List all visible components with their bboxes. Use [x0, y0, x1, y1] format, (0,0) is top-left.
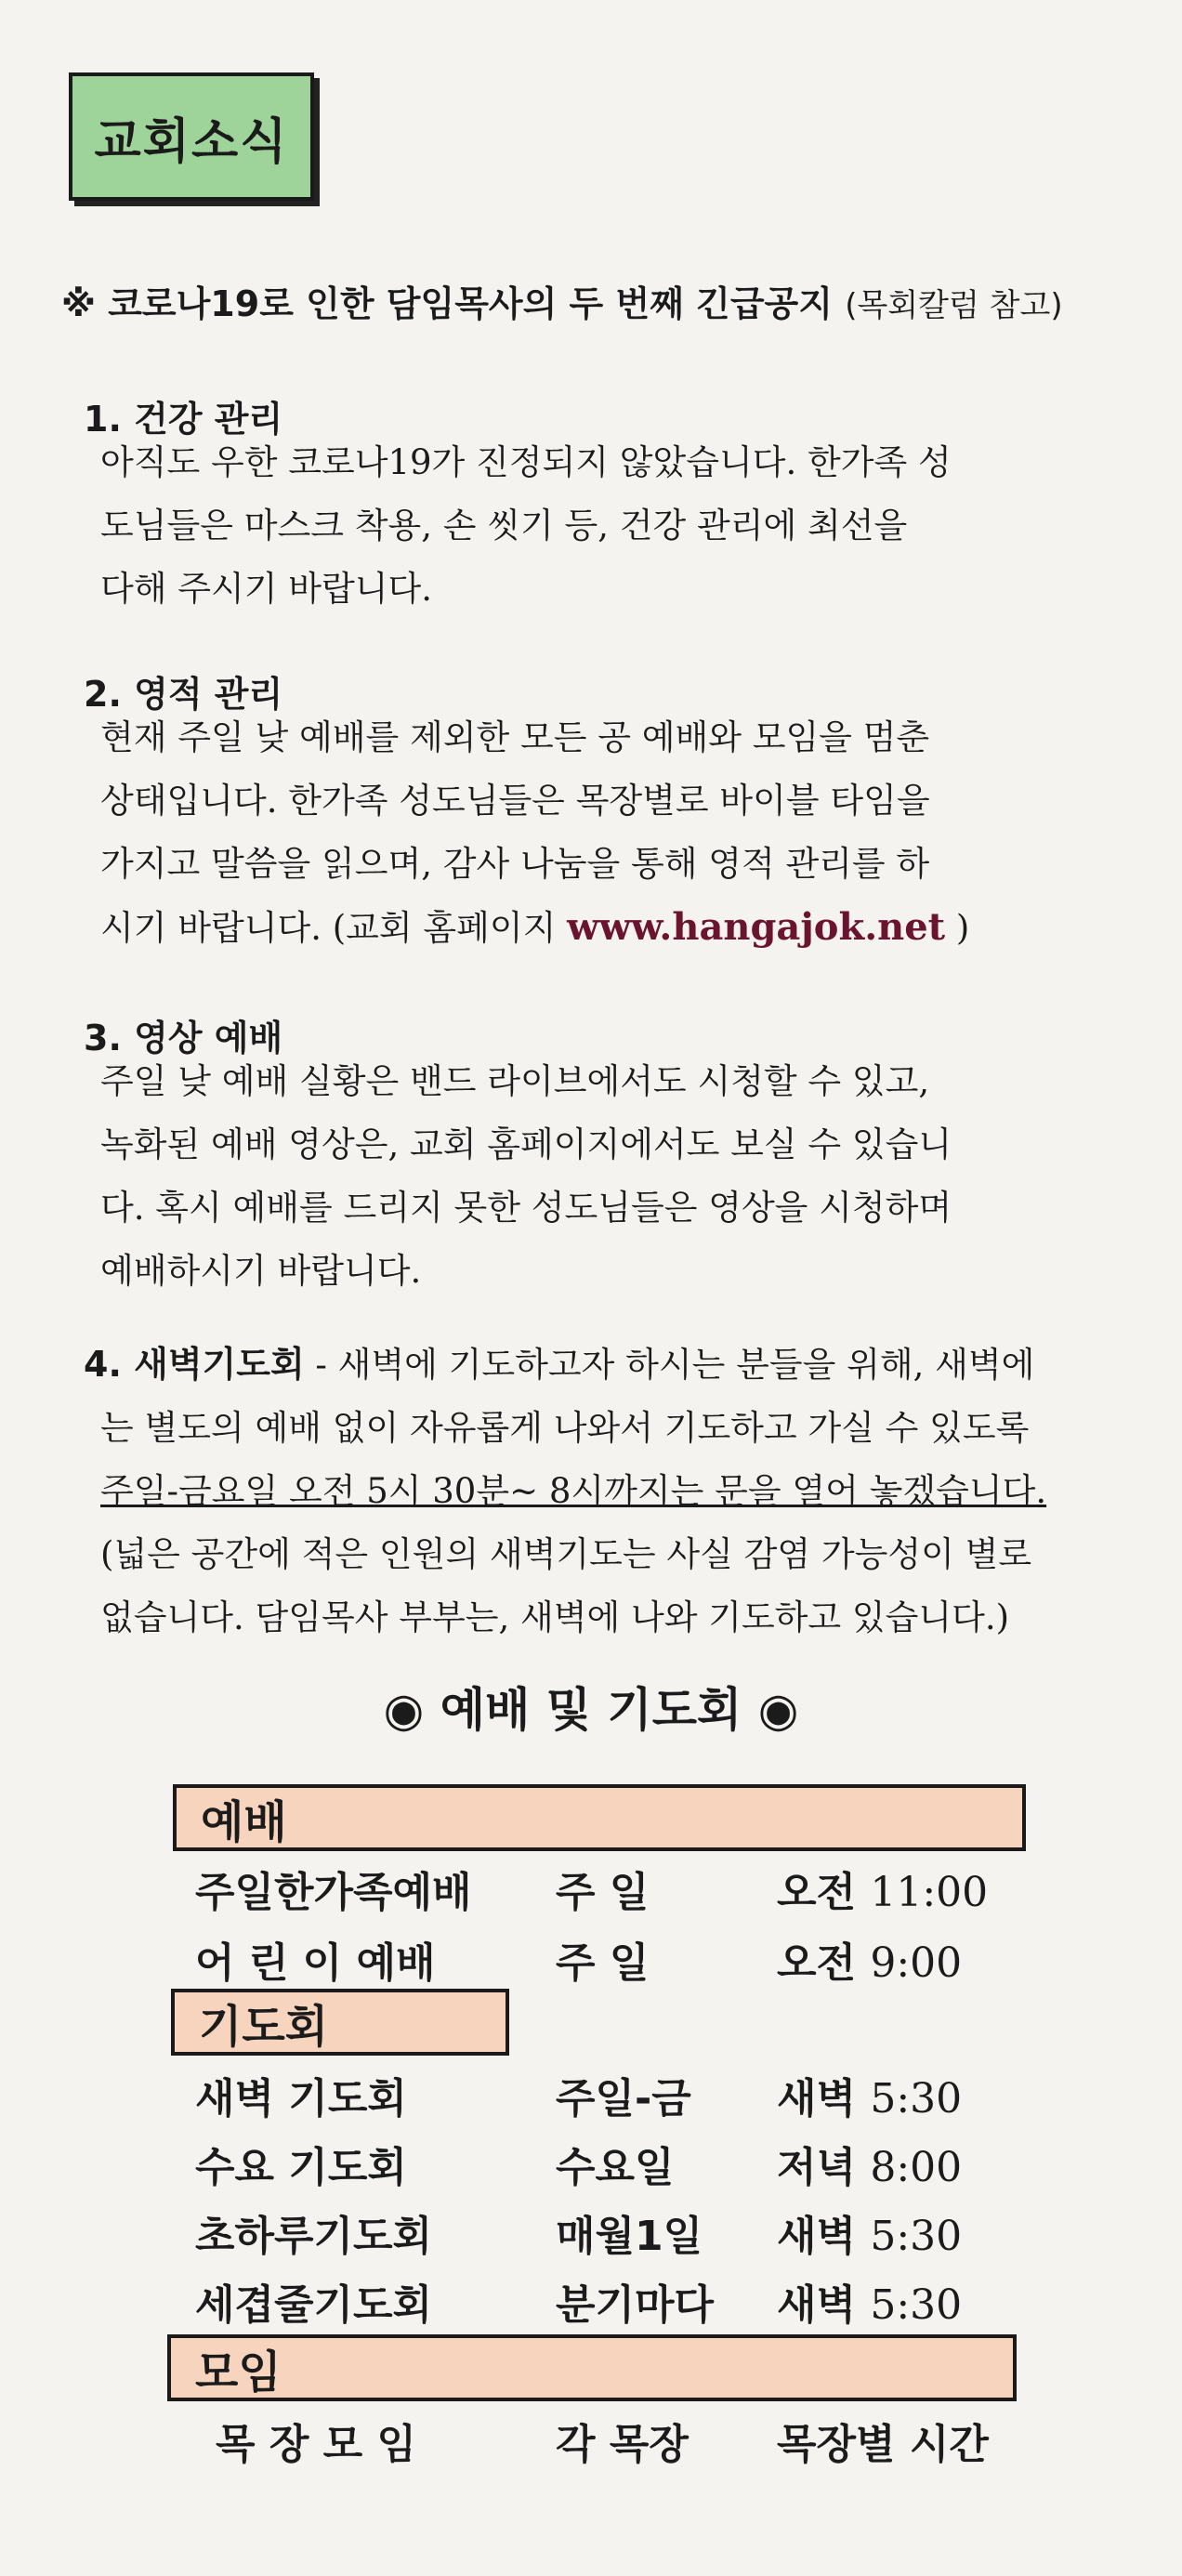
section-3-line: 주일 낮 예배 실황은 밴드 라이브에서도 시청할 수 있고, — [100, 1061, 930, 1101]
schedule-name: 세겹줄기도회 — [195, 2281, 433, 2329]
section-2-last-line: 시기 바랍니다. (교회 홈페이지 — [100, 908, 557, 948]
section-4-heading: 4. 새벽기도회 — [84, 1344, 305, 1385]
schedule-row — [0, 2202, 1182, 2269]
notice-reference: (목회칼럼 참고) — [845, 287, 1063, 324]
urgent-notice-headline — [61, 275, 1139, 326]
schedule-row — [0, 2411, 1182, 2477]
schedule-day: 주 일 — [556, 1939, 650, 1987]
church-news-title: 교회소식 — [69, 72, 314, 201]
category-gathering: 모임 — [167, 2334, 1017, 2401]
schedule-time-word: 새벽 — [777, 2213, 857, 2260]
schedule-time-value: 시간 — [909, 2421, 989, 2468]
schedule-day: 주 일 — [556, 1869, 650, 1916]
category-worship: 예배 — [173, 1784, 1026, 1851]
section-2-line: 상태입니다. 한가족 성도님들은 목장별로 바이블 타임을 — [100, 781, 930, 821]
schedule-time-word: 목장별 — [777, 2421, 896, 2468]
schedule-time — [777, 2065, 962, 2124]
schedule-title: ◉ 예배 및 기도회 ◉ — [383, 1683, 799, 1737]
section-4-line: 는 별도의 예배 없이 자유롭게 나와서 기도하고 가실 수 있도록 — [100, 1408, 1030, 1448]
section-1-line: 도님들은 마스크 착용, 손 씻기 등, 건강 관리에 최선을 — [100, 506, 908, 545]
section-4-heading-tail: - 새벽에 기도하고자 하시는 분들을 위해, 새벽에 — [304, 1345, 1035, 1385]
section-3-body — [100, 1050, 1132, 1303]
schedule-row — [0, 1929, 1182, 1996]
schedule-name: 주일한가족예배 — [195, 1869, 472, 1916]
section-2-line: 현재 주일 낮 예배를 제외한 모든 공 예배와 모임을 멈춘 — [100, 717, 930, 757]
schedule-row — [0, 2271, 1182, 2338]
schedule-time — [777, 1929, 962, 1989]
section-1-line: 아직도 우한 코로나19가 진정되지 않았습니다. 한가족 성 — [100, 442, 952, 482]
section-4-line — [84, 1333, 1132, 1397]
schedule-time-word: 새벽 — [777, 2075, 857, 2123]
schedule-day: 주일-금 — [556, 2075, 691, 2123]
schedule-row — [0, 2065, 1182, 2132]
schedule-time — [777, 2134, 962, 2193]
schedule-time — [777, 1859, 988, 1918]
schedule-time — [777, 2202, 962, 2262]
section-3-line: 다. 혹시 예배를 드리지 못한 성도님들은 영상을 시청하며 — [100, 1188, 952, 1228]
schedule-time-word: 오전 — [777, 1939, 857, 1987]
section-2-body — [100, 706, 1132, 960]
notice-headline-text: 코로나19로 인한 담임목사의 두 번째 긴급공지 — [108, 283, 833, 324]
section-3-heading: 3. 영상 예배 — [84, 1018, 283, 1058]
schedule-time-value: 5:30 — [870, 2075, 963, 2123]
section-4-line: (넓은 공간에 적은 인원의 새벽기도는 사실 감염 가능성이 별로 — [100, 1534, 1032, 1574]
section-1-body — [100, 431, 1132, 621]
schedule-day: 매월1일 — [556, 2213, 703, 2260]
section-1-line: 다해 주시기 바랍니다. — [100, 569, 432, 609]
schedule-name: 어 린 이 예배 — [195, 1939, 436, 1987]
schedule-row — [0, 1859, 1182, 1925]
schedule-time-value: 5:30 — [870, 2281, 963, 2329]
schedule-time-value: 8:00 — [870, 2144, 963, 2191]
schedule-time-value: 11:00 — [870, 1869, 989, 1916]
schedule-time-value: 5:30 — [870, 2213, 963, 2260]
homepage-url-link[interactable]: www.hangajok.net — [567, 905, 946, 949]
schedule-name: 새벽 기도회 — [195, 2075, 407, 2123]
schedule-time-word: 오전 — [777, 1869, 857, 1916]
schedule-time — [777, 2271, 962, 2331]
section-2-line: 가지고 말씀을 읽으며, 감사 나눔을 통해 영적 관리를 하 — [100, 844, 930, 884]
section-3-line: 녹화된 예배 영상은, 교회 홈페이지에서도 보실 수 있습니 — [100, 1124, 952, 1164]
schedule-time — [777, 2411, 989, 2470]
section-2-close-paren: ) — [955, 908, 970, 948]
schedule-time-value: 9:00 — [870, 1939, 963, 1987]
schedule-name: 목 장 모 임 — [216, 2421, 416, 2468]
schedule-day: 분기마다 — [556, 2281, 715, 2329]
section-3-line: 예배하시기 바랍니다. — [100, 1251, 422, 1291]
schedule-time-word: 저녁 — [777, 2144, 857, 2191]
section-2-line — [100, 896, 1132, 960]
section-4-line: 없습니다. 담임목사 부부는, 새벽에 나와 기도하고 있습니다.) — [100, 1597, 1010, 1637]
section-4-underlined-line: 주일-금요일 오전 5시 30분~ 8시까지는 문을 열어 놓겠습니다. — [100, 1471, 1047, 1511]
section-4-body — [84, 1333, 1132, 1649]
reference-mark: ※ — [61, 283, 96, 324]
schedule-name: 초하루기도회 — [195, 2213, 433, 2260]
schedule-name: 수요 기도회 — [195, 2144, 407, 2191]
schedule-time-word: 새벽 — [777, 2281, 857, 2329]
section-1-heading: 1. 건강 관리 — [84, 399, 283, 440]
category-prayer: 기도회 — [171, 1989, 509, 2056]
schedule-row — [0, 2134, 1182, 2201]
schedule-day: 각 목장 — [556, 2421, 689, 2468]
section-2-heading: 2. 영적 관리 — [84, 674, 283, 715]
schedule-day: 수요일 — [556, 2144, 675, 2191]
